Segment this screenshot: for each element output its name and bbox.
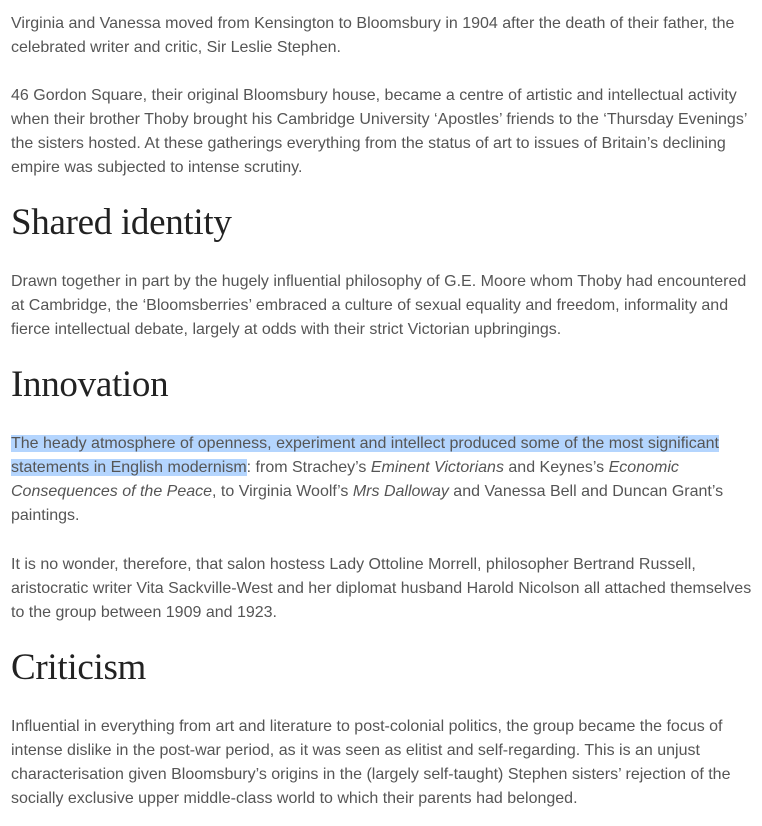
paragraph-move-to-bloomsbury: Virginia and Vanessa moved from Kensington to Bloomsbury in 1904 after the death of their father, the celebrated writer and critic, Sir Leslie Stephen. (11, 15, 735, 56)
heading-criticism: Criticism (11, 647, 147, 688)
selected-text-highlight[interactable]: The heady atmosphere of openness, experiment and intellect produced some of the most significant statements in English modernism (11, 435, 719, 476)
text-segment: and Vanessa Bell and Duncan Grant’s paintings. (11, 483, 724, 524)
paragraph-innovation[interactable] (11, 432, 731, 528)
paragraph-salon-members: It is no wonder, therefore, that salon hostess Lady Ottoline Morrell, philosopher Bertrand Russell, aristocratic writer Vita Sackville-West and her diplomat husband Harold Nicolson all attached themselves to the group between 1909 and 1923. (11, 556, 752, 621)
text-segment: , to Virginia Woolf’s (212, 483, 353, 500)
heading-innovation: Innovation (11, 364, 169, 405)
paragraph-shared-identity: Drawn together in part by the hugely influential philosophy of G.E. Moore whom Thoby had encountered at Cambridge, the ‘Bloomsberries’ embraced a culture of sexual equality and freedom, informality and fierce intellectual debate, largely at odds with their strict Victorian upbringings. (11, 273, 747, 338)
text-segment: : from Strachey’s (246, 459, 371, 476)
title-economic-consequences: Economic Consequences of the Peace (11, 459, 679, 500)
title-mrs-dalloway: Mrs Dalloway (352, 483, 449, 500)
paragraph-gordon-square: 46 Gordon Square, their original Bloomsbury house, became a centre of artistic and intellectual activity when their brother Thoby brought his Cambridge University ‘Apostles’ friends to the ‘Thursday Evenings’ the sisters hosted. At these gatherings everything from the status of art to issues of Britain’s declining empire was subjected to intense scrutiny. (11, 87, 747, 176)
title-eminent-victorians: Eminent Victorians (370, 459, 504, 476)
paragraph-criticism: Influential in everything from art and literature to post-colonial politics, the group became the focus of intense dislike in the post-war period, as it was seen as elitist and self-regarding. This is an unjust characterisation given Bloomsbury’s origins in the (largely self-taught) Stephen sisters’ rejection of the socially exclusive upper middle-class world to which their parents had belonged. (11, 718, 731, 807)
text-segment: and Keynes’s (503, 459, 609, 476)
heading-shared-identity: Shared identity (11, 202, 232, 243)
